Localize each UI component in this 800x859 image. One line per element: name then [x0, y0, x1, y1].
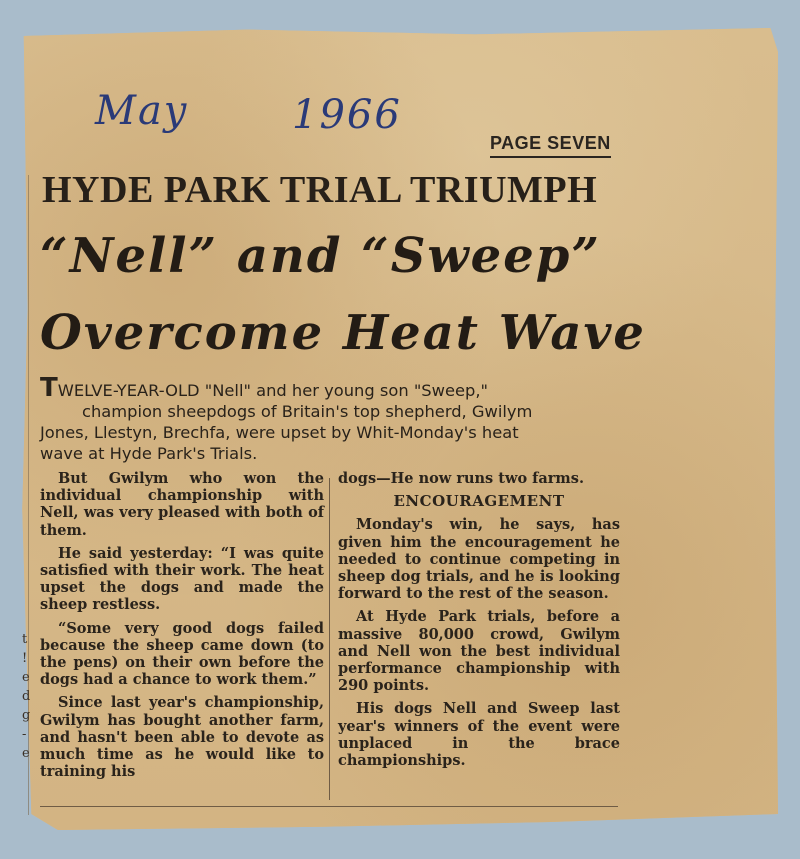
left-column: [40, 470, 324, 786]
edge-fragments: [22, 630, 34, 763]
left-paragraph: Since last year's championship, Gwilym has bought another farm, and hasn't been able to devote as much time as he would like to training his: [40, 694, 324, 781]
headline-line-1: “Nell” and “Sweep”: [40, 228, 601, 284]
right-column: [338, 470, 620, 775]
edge-fragment: t: [22, 632, 28, 647]
lead-line-1: [40, 373, 622, 403]
left-paragraph: He said yesterday: “I was quite satisfied with their work. The heat upset the dogs and made the sheep restless.: [40, 544, 324, 614]
page-label: PAGE SEVEN: [490, 133, 611, 158]
edge-fragment: !: [22, 651, 28, 666]
subheading: ENCOURAGEMENT: [393, 492, 565, 511]
drop-cap: T: [40, 373, 58, 403]
right-paragraph: His dogs Nell and Sweep last year's winners of the event were unplaced in the brace championships.: [338, 700, 620, 770]
right-continuation: dogs—He now runs two farms.: [338, 470, 584, 487]
handwritten-year: 1966: [292, 92, 402, 138]
headline-line-2: Overcome Heat Wave: [40, 305, 646, 361]
kicker-headline: HYDE PARK TRIAL TRIUMPH: [42, 169, 598, 211]
edge-fragment: -e: [22, 727, 30, 761]
edge-fragment: d: [22, 689, 31, 704]
column-divider: [329, 478, 330, 800]
handwritten-month: May: [95, 88, 189, 134]
edge-fragment: e: [22, 670, 30, 685]
left-paragraph: “Some very good dogs failed because the sheep came down (to the pens) on their own before the dogs had a chance to work them.”: [40, 619, 324, 689]
left-paragraph: But Gwilym who won the individual championship with Nell, was very pleased with both of them.: [40, 470, 324, 539]
lead-paragraph: [40, 373, 622, 464]
lead-line-4: wave at Hyde Park's Trials.: [40, 444, 258, 463]
bottom-rule: [40, 806, 618, 807]
right-paragraph: Monday's win, he says, has given him the encouragement he needed to continue competing in sheep dog trials, and he is looking forward to the rest of the season.: [338, 516, 620, 603]
edge-fragment: g: [22, 708, 31, 723]
lead-line-2: champion sheepdogs of Britain's top shepherd, Gwilym: [82, 402, 533, 421]
right-paragraph: At Hyde Park trials, before a massive 80,000 crowd, Gwilym and Nell won the best individual performance championship with 290 points.: [338, 608, 620, 695]
lead-line-3: Jones, Llestyn, Brechfa, were upset by Whit-Monday's heat: [40, 423, 519, 442]
lead-line-1-text: WELVE-YEAR-OLD "Nell" and her young son "Sweep,": [57, 381, 488, 400]
